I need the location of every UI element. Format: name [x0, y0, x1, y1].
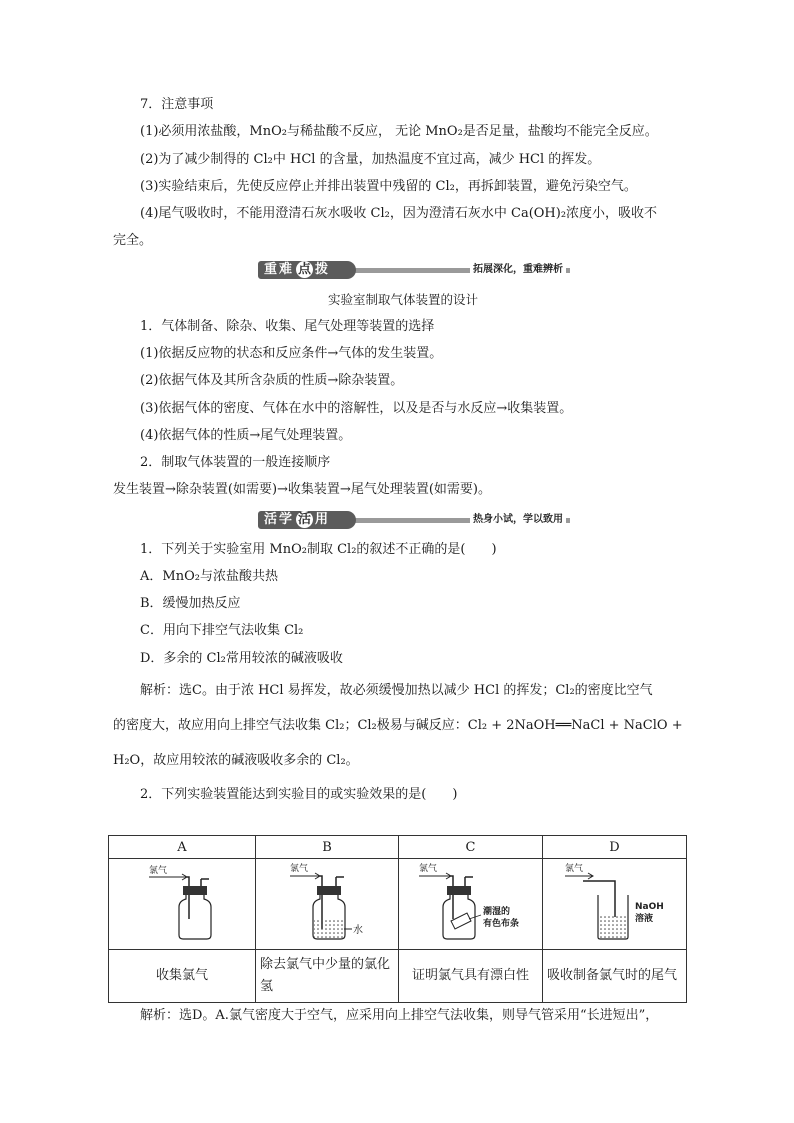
gas-label: 氯气: [149, 866, 168, 876]
q1-answer-2: 的密度大，故应用向上排空气法收集 Cl₂；Cl₂极易与碱反应：Cl₂ + 2NaOH══NaCl + NaClO +: [113, 718, 683, 733]
note-4-cont: 完全。: [113, 233, 153, 248]
banner-label-a: 重难: [264, 262, 295, 277]
col-header-c: C: [399, 836, 543, 859]
banner-pill: [258, 511, 356, 529]
section-title: 7．注意事项: [140, 97, 214, 112]
banner-label-a: 活学: [264, 512, 295, 527]
naoh-label-1: NaOH: [635, 902, 664, 912]
note-4: (4)尾气吸收时，不能用澄清石灰水吸收 Cl₂，因为澄清石灰水中 Ca(OH)₂浓度小，吸收不: [140, 206, 658, 221]
cloth-label-2: 有色布条: [483, 919, 520, 929]
q1-stem: 1．下列关于实验室用 MnO₂制取 Cl₂的叙述不正确的是( ): [140, 542, 497, 557]
q2-apparatus-table: [108, 835, 687, 1003]
apparatus-a: [109, 859, 256, 950]
gas-label: 氯气: [419, 864, 438, 874]
design-item-4: (4)依据气体的性质→尾气处理装置。: [140, 428, 352, 443]
gas-bottle-diagram: [109, 859, 255, 945]
bleach-test-diagram: [399, 859, 542, 945]
q1-option-b: B．缓慢加热反应: [140, 596, 241, 611]
absorption-beaker-diagram: [543, 859, 686, 945]
caption-a: 收集氯气: [109, 950, 256, 1003]
section-banner-key-points: [258, 261, 570, 279]
caption-c: 证明氯气具有漂白性: [399, 950, 543, 1003]
q1-option-d: D．多余的 Cl₂常用较浓的碱液吸收: [140, 651, 343, 666]
q1-answer-1: 解析：选C。由于浓 HCl 易挥发，故必须缓慢加热以减少 HCl 的挥发；Cl₂的密度比空气: [140, 683, 653, 698]
design-item-1: (1)依据反应物的状态和反应条件→气体的发生装置。: [140, 346, 443, 361]
gas-label: 氯气: [565, 864, 584, 874]
col-header-b: B: [256, 836, 399, 859]
note-3: (3)实验结束后，先使反应停止并排出装置中残留的 Cl₂，再拆卸装置，避免污染空气。: [140, 179, 637, 194]
apparatus-b: [256, 859, 399, 950]
banner-dot: 点: [298, 262, 312, 277]
banner-dot: 活: [298, 512, 312, 527]
cloth-label-1: 潮湿的: [483, 907, 511, 917]
design-item-3: (3)依据气体的密度、气体在水中的溶解性，以及是否与水反应→收集装置。: [140, 401, 573, 416]
gas-label: 氯气: [290, 864, 309, 874]
q1-answer-3: H₂O，故应用较浓的碱液吸收多余的 Cl₂。: [113, 753, 359, 768]
col-header-d: D: [543, 836, 687, 859]
banner-tagline: 热身小试，学以致用: [470, 511, 566, 529]
section-banner-practice: [258, 511, 570, 529]
design-subhead-2: 2．制取气体装置的一般连接顺序: [140, 455, 331, 470]
apparatus-c: [399, 859, 543, 950]
apparatus-d: [543, 859, 687, 950]
q1-option-a: A．MnO₂与浓盐酸共热: [140, 569, 278, 584]
col-header-a: A: [109, 836, 256, 859]
banner-label-b: 用: [315, 512, 331, 527]
banner-tagline: 拓展深化，重难辨析: [470, 261, 566, 279]
design-item-2: (2)依据气体及其所含杂质的性质→除杂装置。: [140, 373, 404, 388]
design-heading: 实验室制取气体装置的设计: [328, 292, 479, 307]
q2-stem: 2．下列实验装置能达到实验目的或实验效果的是( ): [140, 787, 458, 802]
q1-option-c: C．用向下排空气法收集 Cl₂: [140, 623, 304, 638]
caption-d: 吸收制备氯气时的尾气: [543, 950, 687, 1003]
q2-answer: 解析：选D。A.氯气密度大于空气，应采用向上排空气法收集，则导气管采用“长进短出”，: [140, 1008, 659, 1023]
note-1: (1)必须用浓盐酸，MnO₂与稀盐酸不反应， 无论 MnO₂是否足量，盐酸均不能完全反应。: [140, 124, 658, 139]
water-label: 水: [353, 925, 363, 936]
note-2: (2)为了减少制得的 Cl₂中 HCl 的含量，加热温度不宜过高，减少 HCl 的挥发。: [140, 152, 601, 167]
naoh-label-2: 溶液: [635, 914, 654, 924]
wash-bottle-diagram: [256, 859, 398, 945]
design-order: 发生装置→除杂装置(如需要)→收集装置→尾气处理装置(如需要)。: [113, 482, 491, 497]
design-subhead-1: 1．气体制备、除杂、收集、尾气处理等装置的选择: [140, 319, 435, 334]
banner-pill: [258, 261, 356, 279]
banner-label-b: 拨: [315, 262, 331, 277]
caption-b: 除去氯气中少量的氯化氢: [256, 950, 399, 1003]
